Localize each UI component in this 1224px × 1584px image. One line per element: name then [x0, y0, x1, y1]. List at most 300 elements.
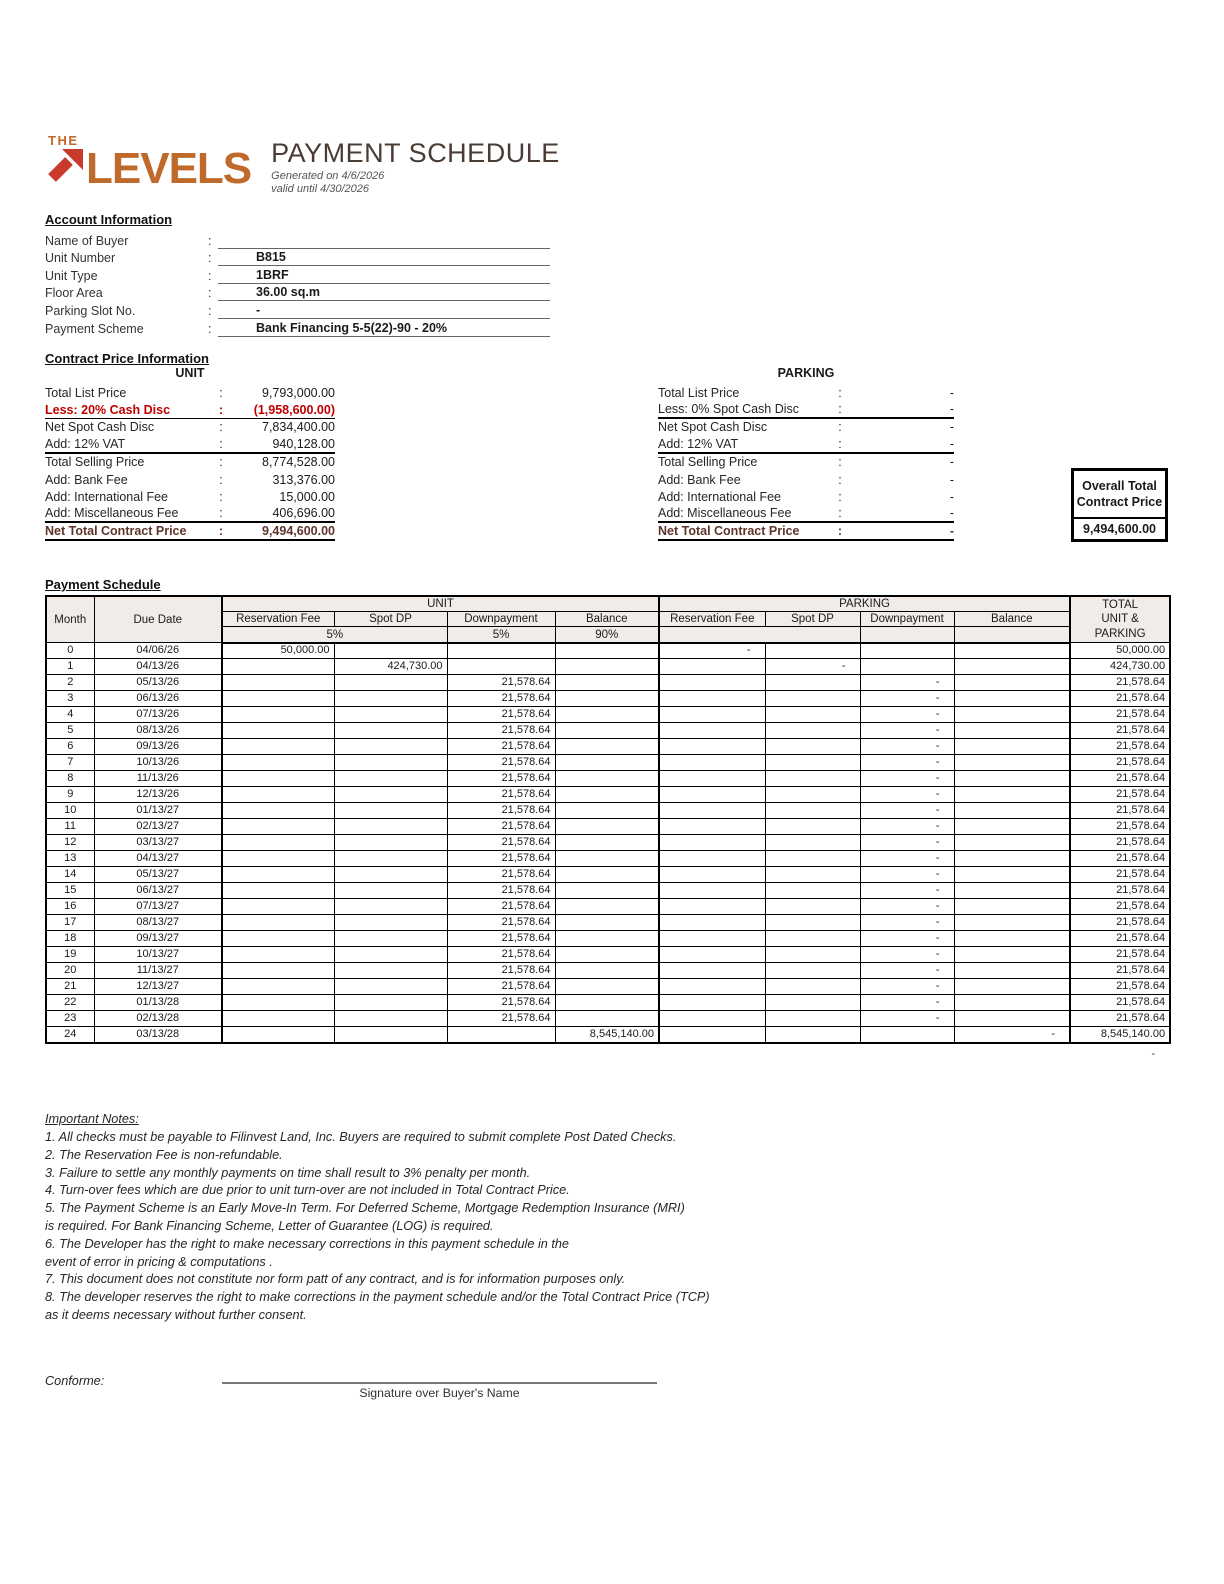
colon: :: [208, 321, 212, 336]
month-cell: 20: [46, 963, 94, 979]
contract-price-label: Less: 20% Cash Disc: [45, 402, 171, 417]
unit-balance-cell: [555, 867, 659, 883]
parking-spot-dp-cell: [765, 851, 860, 867]
parking-spot-dp-cell: [765, 835, 860, 851]
signature-line: [222, 1366, 657, 1384]
contract-price-value: 9,793,000.00: [262, 385, 335, 400]
parking-reservation-fee-cell: [659, 1011, 765, 1027]
schedule-row: [46, 659, 1170, 675]
colon: :: [208, 268, 212, 283]
parking-downpayment-cell: -: [860, 899, 954, 915]
unit-balance-cell: [555, 755, 659, 771]
parking-spot-dp-cell: [765, 771, 860, 787]
unit-dp-percent: 5%: [447, 627, 555, 643]
parking-spot-dp-cell: [765, 723, 860, 739]
contract-price-row: [45, 488, 335, 505]
due-date-cell: 05/13/27: [94, 867, 222, 883]
month-cell: 19: [46, 947, 94, 963]
total-cell: 21,578.64: [1070, 691, 1170, 707]
parking-downpayment-cell: -: [860, 835, 954, 851]
contract-price-row: [658, 488, 954, 505]
unit-reservation-fee-cell: [222, 1011, 334, 1027]
parking-spot-dp-header: Spot DP: [765, 612, 860, 627]
title-block: [271, 134, 560, 196]
parking-downpayment-cell: -: [860, 995, 954, 1011]
payment-schedule-section: [45, 577, 1169, 1060]
parking-downpayment-header: Downpayment: [860, 612, 954, 627]
unit-spot-dp-cell: 424,730.00: [334, 659, 447, 675]
unit-spot-dp-cell: [334, 739, 447, 755]
unit-downpayment-cell: 21,578.64: [447, 707, 555, 723]
total-cell: 21,578.64: [1070, 899, 1170, 915]
unit-downpayment-header: Downpayment: [447, 612, 555, 627]
account-field-label: Unit Number: [45, 251, 116, 266]
unit-price-rows: [45, 384, 335, 541]
parking-reservation-fee-header: Reservation Fee: [659, 612, 765, 627]
due-date-cell: 11/13/27: [94, 963, 222, 979]
parking-balance-cell: [954, 931, 1070, 947]
month-cell: 1: [46, 659, 94, 675]
parking-reservation-fee-cell: [659, 867, 765, 883]
unit-balance-cell: [555, 883, 659, 899]
important-notes-lines: [45, 1129, 765, 1325]
parking-group-header: PARKING: [659, 596, 1070, 612]
due-date-cell: 01/13/28: [94, 995, 222, 1011]
parking-reservation-fee-cell: [659, 739, 765, 755]
contract-price-label: Net Total Contract Price: [658, 523, 800, 538]
schedule-row: [46, 1027, 1170, 1043]
parking-balance-header: Balance: [954, 612, 1070, 627]
colon: :: [208, 286, 212, 301]
contract-price-value: -: [949, 506, 954, 521]
due-date-cell: 09/13/27: [94, 931, 222, 947]
unit-downpayment-cell: 21,578.64: [447, 819, 555, 835]
parking-reservation-fee-cell: [659, 787, 765, 803]
schedule-row: [46, 835, 1170, 851]
unit-spot-dp-header: Spot DP: [334, 612, 447, 627]
note-line: as it deems necessary without further consent.: [45, 1307, 307, 1322]
total-cell: 21,578.64: [1070, 675, 1170, 691]
total-cell: 21,578.64: [1070, 819, 1170, 835]
unit-reservation-fee-cell: [222, 787, 334, 803]
total-cell: 21,578.64: [1070, 755, 1170, 771]
colon: :: [208, 303, 212, 318]
parking-spot-dp-cell: -: [765, 659, 860, 675]
contract-price-value: -: [949, 402, 954, 417]
due-date-cell: 03/13/27: [94, 835, 222, 851]
parking-reservation-fee-cell: [659, 1027, 765, 1043]
note-line: 3. Failure to settle any monthly payments on time shall result to 3% penalty per month.: [45, 1165, 531, 1180]
unit-spot-dp-cell: [334, 835, 447, 851]
month-cell: 11: [46, 819, 94, 835]
unit-downpayment-cell: 21,578.64: [447, 851, 555, 867]
schedule-row: [46, 963, 1170, 979]
parking-downpayment-cell: -: [860, 803, 954, 819]
account-row: [45, 231, 550, 249]
unit-spot-dp-cell: [334, 723, 447, 739]
total-cell: 21,578.64: [1070, 723, 1170, 739]
parking-balance-cell: [954, 723, 1070, 739]
total-cell: 21,578.64: [1070, 995, 1170, 1011]
parking-balance-cell: [954, 643, 1070, 659]
due-date-cell: 12/13/26: [94, 787, 222, 803]
unit-downpayment-cell: 21,578.64: [447, 771, 555, 787]
unit-rf-sdp-percent: 5%: [222, 627, 447, 643]
parking-spot-dp-cell: [765, 643, 860, 659]
total-cell: 21,578.64: [1070, 963, 1170, 979]
unit-balance-cell: [555, 963, 659, 979]
schedule-row: [46, 867, 1170, 883]
contract-price-label: Net Spot Cash Disc: [45, 420, 155, 435]
due-date-cell: 08/13/27: [94, 915, 222, 931]
contract-price-row: [45, 506, 335, 523]
parking-downpayment-cell: -: [860, 963, 954, 979]
contract-price-row: [658, 506, 954, 523]
total-cell: 21,578.64: [1070, 883, 1170, 899]
colon: :: [838, 472, 842, 487]
unit-downpayment-cell: [447, 659, 555, 675]
parking-spot-dp-cell: [765, 947, 860, 963]
account-field-value: 1BRF: [218, 268, 550, 284]
contract-price-label: Add: Bank Fee: [658, 472, 741, 487]
colon: :: [219, 436, 223, 451]
unit-balance-cell: [555, 899, 659, 915]
contract-price-row: [45, 436, 335, 453]
unit-reservation-fee-cell: [222, 771, 334, 787]
colon: :: [219, 490, 223, 505]
account-field-label: Unit Type: [45, 268, 98, 283]
contract-price-value: 7,834,400.00: [262, 420, 335, 435]
colon: :: [838, 385, 842, 400]
logo-left: [48, 134, 84, 187]
schedule-row: [46, 915, 1170, 931]
contract-price-value: -: [949, 455, 954, 470]
total-cell: 21,578.64: [1070, 979, 1170, 995]
total-cell: 21,578.64: [1070, 851, 1170, 867]
note-line: event of error in pricing & computations .: [45, 1254, 273, 1269]
unit-reservation-fee-cell: 50,000.00: [222, 643, 334, 659]
unit-spot-dp-cell: [334, 867, 447, 883]
schedule-row: [46, 723, 1170, 739]
levels-logo: [48, 133, 252, 193]
contract-price-value: (1,958,600.00): [253, 402, 335, 417]
contract-price-row: [45, 384, 335, 401]
unit-spot-dp-cell: [334, 947, 447, 963]
parking-spot-dp-cell: [765, 819, 860, 835]
valid-until-date: valid until 4/30/2026: [271, 183, 370, 196]
parking-downpayment-cell: -: [860, 979, 954, 995]
contract-price-label: Less: 0% Spot Cash Disc: [658, 402, 800, 417]
unit-balance-cell: [555, 947, 659, 963]
total-cell: 21,578.64: [1070, 739, 1170, 755]
parking-reservation-fee-cell: [659, 947, 765, 963]
unit-reservation-fee-cell: [222, 947, 334, 963]
due-date-cell: 12/13/27: [94, 979, 222, 995]
parking-reservation-fee-cell: [659, 755, 765, 771]
colon: :: [218, 523, 224, 538]
unit-reservation-fee-cell: [222, 979, 334, 995]
parking-balance-cell: [954, 947, 1070, 963]
unit-spot-dp-cell: [334, 1011, 447, 1027]
unit-reservation-fee-cell: [222, 995, 334, 1011]
schedule-row: [46, 819, 1170, 835]
unit-balance-cell: [555, 915, 659, 931]
unit-downpayment-cell: 21,578.64: [447, 931, 555, 947]
unit-downpayment-cell: 21,578.64: [447, 691, 555, 707]
month-cell: 10: [46, 803, 94, 819]
unit-balance-header: Balance: [555, 612, 659, 627]
schedule-body: [46, 643, 1170, 1043]
unit-spot-dp-cell: [334, 979, 447, 995]
schedule-row: [46, 755, 1170, 771]
contract-price-unit-group: [45, 366, 335, 541]
account-row: [45, 301, 550, 319]
parking-dp-percent: [860, 627, 954, 643]
conforme-section: [45, 1366, 685, 1400]
contract-price-row: [45, 419, 335, 436]
unit-spot-dp-cell: [334, 803, 447, 819]
contract-price-label: Add: 12% VAT: [45, 436, 126, 451]
parking-downpayment-cell: -: [860, 931, 954, 947]
due-date-cell: 11/13/26: [94, 771, 222, 787]
colon: :: [219, 472, 223, 487]
schedule-row: [46, 691, 1170, 707]
parking-downpayment-cell: -: [860, 947, 954, 963]
parking-spot-dp-cell: [765, 739, 860, 755]
unit-balance-cell: [555, 675, 659, 691]
unit-downpayment-cell: 21,578.64: [447, 947, 555, 963]
contract-price-label: Add: 12% VAT: [658, 436, 739, 451]
unit-balance-cell: [555, 1011, 659, 1027]
account-row: [45, 249, 550, 267]
unit-reservation-fee-cell: [222, 835, 334, 851]
contract-price-label: Add: Bank Fee: [45, 472, 128, 487]
month-cell: 5: [46, 723, 94, 739]
col-header-month: Month: [46, 596, 94, 643]
payment-schedule-title: Payment Schedule: [45, 577, 161, 592]
parking-spot-dp-cell: [765, 899, 860, 915]
unit-balance-cell: [555, 723, 659, 739]
overall-total-label-line2: Contract Price: [1076, 495, 1163, 510]
parking-downpayment-cell: -: [860, 755, 954, 771]
contract-price-title: Contract Price Information: [45, 351, 209, 366]
contract-price-value: 8,774,528.00: [262, 455, 335, 470]
schedule-row: [46, 979, 1170, 995]
unit-balance-cell: [555, 691, 659, 707]
month-cell: 18: [46, 931, 94, 947]
contract-price-label: Add: International Fee: [45, 490, 168, 505]
parking-spot-dp-cell: [765, 931, 860, 947]
unit-spot-dp-cell: [334, 931, 447, 947]
parking-reservation-fee-cell: [659, 915, 765, 931]
logo-the-text: THE: [48, 133, 79, 148]
contract-price-row: [45, 401, 335, 418]
parking-spot-dp-cell: [765, 803, 860, 819]
unit-downpayment-cell: 21,578.64: [447, 867, 555, 883]
colon: :: [219, 420, 223, 435]
schedule-row: [46, 899, 1170, 915]
parking-spot-dp-cell: [765, 707, 860, 723]
unit-spot-dp-cell: [334, 691, 447, 707]
unit-reservation-fee-cell: [222, 851, 334, 867]
contract-price-row: [658, 384, 954, 401]
parking-reservation-fee-cell: [659, 851, 765, 867]
parking-spot-dp-cell: [765, 787, 860, 803]
important-notes-title: Important Notes:: [45, 1112, 139, 1126]
unit-reservation-fee-cell: [222, 963, 334, 979]
contract-price-row: [45, 523, 335, 540]
unit-downpayment-cell: 21,578.64: [447, 835, 555, 851]
contract-price-label: Total List Price: [658, 385, 740, 400]
unit-reservation-fee-cell: [222, 723, 334, 739]
contract-price-label: Add: International Fee: [658, 490, 781, 505]
parking-reservation-fee-cell: [659, 675, 765, 691]
parking-downpayment-cell: -: [860, 739, 954, 755]
colon: :: [218, 402, 224, 417]
unit-spot-dp-cell: [334, 963, 447, 979]
due-date-cell: 06/13/27: [94, 883, 222, 899]
unit-spot-dp-cell: [334, 819, 447, 835]
parking-balance-cell: [954, 835, 1070, 851]
account-field-label: Parking Slot No.: [45, 303, 136, 318]
month-cell: 23: [46, 1011, 94, 1027]
schedule-row: [46, 947, 1170, 963]
parking-reservation-fee-cell: [659, 963, 765, 979]
unit-balance-cell: [555, 787, 659, 803]
due-date-cell: 09/13/26: [94, 739, 222, 755]
parking-reservation-fee-cell: -: [659, 643, 765, 659]
account-field-label: Name of Buyer: [45, 233, 129, 248]
contract-price-section: [45, 351, 1175, 551]
parking-balance-cell: [954, 771, 1070, 787]
unit-balance-cell: [555, 659, 659, 675]
contract-price-row: [658, 523, 954, 540]
unit-reservation-fee-cell: [222, 883, 334, 899]
due-date-cell: 05/13/26: [94, 675, 222, 691]
parking-balance-cell: [954, 691, 1070, 707]
total-column-header: [1070, 596, 1170, 643]
contract-price-row: [658, 471, 954, 488]
colon: :: [219, 385, 223, 400]
parking-balance-cell: [954, 995, 1070, 1011]
unit-spot-dp-cell: [334, 707, 447, 723]
account-field-value: B815: [218, 250, 550, 266]
schedule-row: [46, 707, 1170, 723]
contract-price-value: 313,376.00: [272, 472, 335, 487]
parking-reservation-fee-cell: [659, 723, 765, 739]
total-cell: 21,578.64: [1070, 947, 1170, 963]
total-header-line3: PARKING: [1094, 627, 1146, 640]
month-cell: 3: [46, 691, 94, 707]
schedule-row: [46, 1011, 1170, 1027]
parking-downpayment-cell: -: [860, 1011, 954, 1027]
unit-downpayment-cell: 21,578.64: [447, 1011, 555, 1027]
total-cell: 21,578.64: [1070, 835, 1170, 851]
parking-spot-dp-cell: [765, 979, 860, 995]
parking-downpayment-cell: [860, 643, 954, 659]
schedule-row: [46, 851, 1170, 867]
month-cell: 14: [46, 867, 94, 883]
overall-total-value: 9,494,600.00: [1083, 521, 1156, 536]
colon: :: [837, 523, 843, 538]
parking-balance-cell: [954, 739, 1070, 755]
parking-balance-cell: [954, 787, 1070, 803]
account-rows: [45, 231, 550, 337]
due-date-cell: 04/13/27: [94, 851, 222, 867]
parking-spot-dp-cell: [765, 867, 860, 883]
unit-spot-dp-cell: [334, 1027, 447, 1043]
unit-reservation-fee-cell: [222, 739, 334, 755]
month-cell: 7: [46, 755, 94, 771]
unit-reservation-fee-cell: [222, 803, 334, 819]
parking-downpayment-cell: [860, 1027, 954, 1043]
unit-spot-dp-cell: [334, 883, 447, 899]
account-row: [45, 319, 550, 337]
parking-balance-cell: [954, 755, 1070, 771]
note-line: 7. This document does not constitute nor form patt of any contract, and is for information purposes only.: [45, 1272, 626, 1287]
month-cell: 2: [46, 675, 94, 691]
contract-price-label: Net Spot Cash Disc: [658, 420, 768, 435]
total-cell: 8,545,140.00: [1070, 1027, 1170, 1043]
unit-reservation-fee-cell: [222, 1027, 334, 1043]
unit-balance-cell: 8,545,140.00: [555, 1027, 659, 1043]
note-line: 8. The developer reserves the right to make corrections in the payment schedule and/or the Total Contract Price (TCP): [45, 1290, 710, 1305]
overall-total-box: [1071, 468, 1168, 542]
contract-price-value: -: [949, 436, 954, 451]
contract-price-parking-group: [658, 366, 954, 541]
schedule-row: [46, 771, 1170, 787]
contract-price-value: 406,696.00: [272, 506, 335, 521]
unit-spot-dp-cell: [334, 995, 447, 1011]
parking-heading: PARKING: [777, 366, 835, 380]
due-date-cell: 07/13/26: [94, 707, 222, 723]
unit-heading: UNIT: [175, 366, 205, 380]
parking-spot-dp-cell: [765, 675, 860, 691]
due-date-cell: 04/13/26: [94, 659, 222, 675]
parking-spot-dp-cell: [765, 883, 860, 899]
contract-price-row: [658, 419, 954, 436]
colon: :: [838, 436, 842, 451]
due-date-cell: 10/13/27: [94, 947, 222, 963]
unit-downpayment-cell: 21,578.64: [447, 787, 555, 803]
month-cell: 16: [46, 899, 94, 915]
month-cell: 17: [46, 915, 94, 931]
payment-schedule-table: [45, 595, 1171, 1044]
parking-balance-cell: [954, 851, 1070, 867]
parking-reservation-fee-cell: [659, 931, 765, 947]
parking-spot-dp-cell: [765, 691, 860, 707]
colon: :: [838, 506, 842, 521]
month-cell: 21: [46, 979, 94, 995]
colon: :: [838, 402, 842, 417]
unit-downpayment-cell: 21,578.64: [447, 915, 555, 931]
contract-price-label: Net Total Contract Price: [45, 523, 187, 538]
due-date-cell: 04/06/26: [94, 643, 222, 659]
schedule-row: [46, 931, 1170, 947]
due-date-cell: 08/13/26: [94, 723, 222, 739]
due-date-cell: 02/13/27: [94, 819, 222, 835]
note-line: is required. For Bank Financing Scheme, Letter of Guarantee (LOG) is required.: [45, 1218, 494, 1233]
note-line: 2. The Reservation Fee is non-refundable.: [45, 1147, 283, 1162]
month-cell: 15: [46, 883, 94, 899]
due-date-cell: 06/13/26: [94, 691, 222, 707]
unit-downpayment-cell: 21,578.64: [447, 755, 555, 771]
parking-downpayment-cell: -: [860, 915, 954, 931]
month-cell: 8: [46, 771, 94, 787]
parking-reservation-fee-cell: [659, 979, 765, 995]
unit-balance-cell: [555, 835, 659, 851]
parking-downpayment-cell: -: [860, 723, 954, 739]
